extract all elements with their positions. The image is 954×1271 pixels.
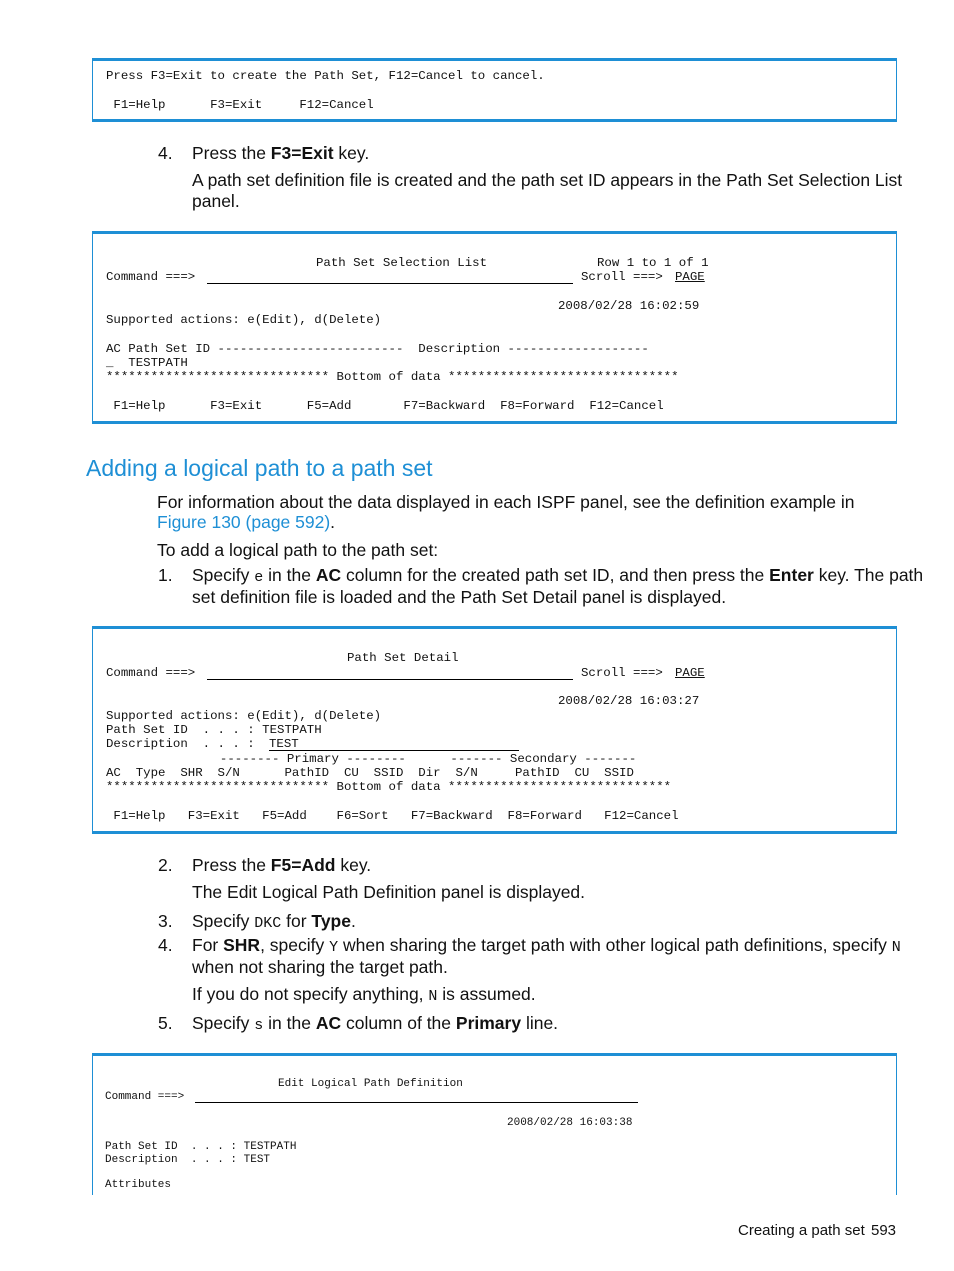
scroll-input[interactable]: PAGE <box>675 270 705 284</box>
section-heading: Adding a logical path to a path set <box>86 455 433 481</box>
step-text-cont: set definition file is loaded and the Path Set Detail panel is displayed. <box>192 587 727 607</box>
panel-title: Path Set Selection List <box>316 256 488 270</box>
step-text: For SHR, specify Y when sharing the target path with other logical path definitions, specify N <box>192 935 901 956</box>
scroll-input[interactable]: PAGE <box>675 666 705 680</box>
function-keys: F1=Help F3=Exit F5=Add F7=Backward F8=Forward F12=Cancel <box>106 399 664 413</box>
step-number: 2. <box>158 855 173 875</box>
step-note: If you do not specify anything, N is assumed. <box>192 984 536 1005</box>
bottom-of-data: ****************************** Bottom of data ****************************** <box>106 780 672 794</box>
group-header: -------- Primary -------- ------- Secondary ------- <box>153 752 637 766</box>
step-text: Specify e in the AC column for the created path set ID, and then press the Enter key. The path <box>192 565 924 586</box>
edit-logical-path-panel <box>92 1053 897 1195</box>
step-text: Press the F3=Exit key. <box>192 143 370 163</box>
attributes-label: Attributes <box>105 1179 172 1191</box>
command-input[interactable] <box>195 1102 638 1103</box>
supported-actions: Supported actions: e(Edit), d(Delete) <box>106 709 382 723</box>
command-label: Command ===> <box>105 1091 185 1103</box>
timestamp: 2008/02/28 16:02:59 <box>558 299 700 313</box>
step-number: 4. <box>158 935 173 955</box>
scroll-label: Scroll ===> <box>581 270 663 284</box>
panel-title: Edit Logical Path Definition <box>278 1078 463 1090</box>
timestamp: 2008/02/28 16:03:38 <box>507 1117 633 1129</box>
function-keys: F1=Help F3=Exit F5=Add F6=Sort F7=Backward F8=Forward F12=Cancel <box>106 809 679 823</box>
path-set-detail-panel <box>92 626 897 834</box>
step-description-cont: panel. <box>192 191 240 211</box>
command-label: Command ===> <box>106 666 196 680</box>
figure-reference: Figure 130 (page 592). <box>157 512 336 532</box>
exit-prompt-text: Press F3=Exit to create the Path Set, F12=Cancel to cancel. <box>106 69 545 83</box>
step-number: 4. <box>158 143 173 163</box>
step-text: Press the F5=Add key. <box>192 855 372 875</box>
step-description: The Edit Logical Path Definition panel is displayed. <box>192 882 586 902</box>
step-number: 3. <box>158 911 173 931</box>
row-indicator: Row 1 to 1 of 1 <box>597 256 709 270</box>
path-set-id: Path Set ID . . . : TESTPATH <box>106 723 322 737</box>
table-row[interactable]: _ TESTPATH <box>106 356 188 370</box>
step-number: 5. <box>158 1013 173 1033</box>
command-label: Command ===> <box>106 270 196 284</box>
column-headers: AC Path Set ID ------------------------- Description ------------------- <box>106 342 649 356</box>
description-label: Description . . . : <box>106 737 255 751</box>
supported-actions: Supported actions: e(Edit), d(Delete) <box>106 313 382 327</box>
footer-section-title: Creating a path set <box>738 1222 865 1239</box>
page-number: 593 <box>871 1222 897 1239</box>
description: Description . . . : TEST <box>105 1154 271 1166</box>
path-set-id: Path Set ID . . . : TESTPATH <box>105 1141 297 1153</box>
path-set-selection-list-panel <box>92 231 897 424</box>
command-input[interactable] <box>207 283 573 284</box>
exit-prompt-panel <box>92 58 897 122</box>
figure-link[interactable]: Figure 130 (page 592) <box>157 512 331 532</box>
command-input[interactable] <box>207 679 573 680</box>
intro-paragraph: For information about the data displayed in each ISPF panel, see the definition example in <box>157 492 855 512</box>
instruction-paragraph: To add a logical path to the path set: <box>157 540 439 560</box>
scroll-label: Scroll ===> <box>581 666 663 680</box>
description-underline <box>269 750 519 751</box>
step-text-cont: when not sharing the target path. <box>192 957 448 977</box>
step-text: Specify DKC for Type. <box>192 911 356 932</box>
column-headers: AC Type SHR S/N PathID CU SSID Dir S/N PathID CU SSID <box>106 766 634 780</box>
bottom-of-data: ****************************** Bottom of data ******************************* <box>106 370 679 384</box>
step-text: Specify s in the AC column of the Primary line. <box>192 1013 559 1034</box>
step-description: A path set definition file is created and the path set ID appears in the Path Set Selection List <box>192 170 903 190</box>
function-keys: F1=Help F3=Exit F12=Cancel <box>106 98 374 112</box>
description-input[interactable]: TEST <box>269 737 299 751</box>
timestamp: 2008/02/28 16:03:27 <box>558 694 700 708</box>
step-number: 1. <box>158 565 173 585</box>
panel-title: Path Set Detail <box>347 651 459 665</box>
